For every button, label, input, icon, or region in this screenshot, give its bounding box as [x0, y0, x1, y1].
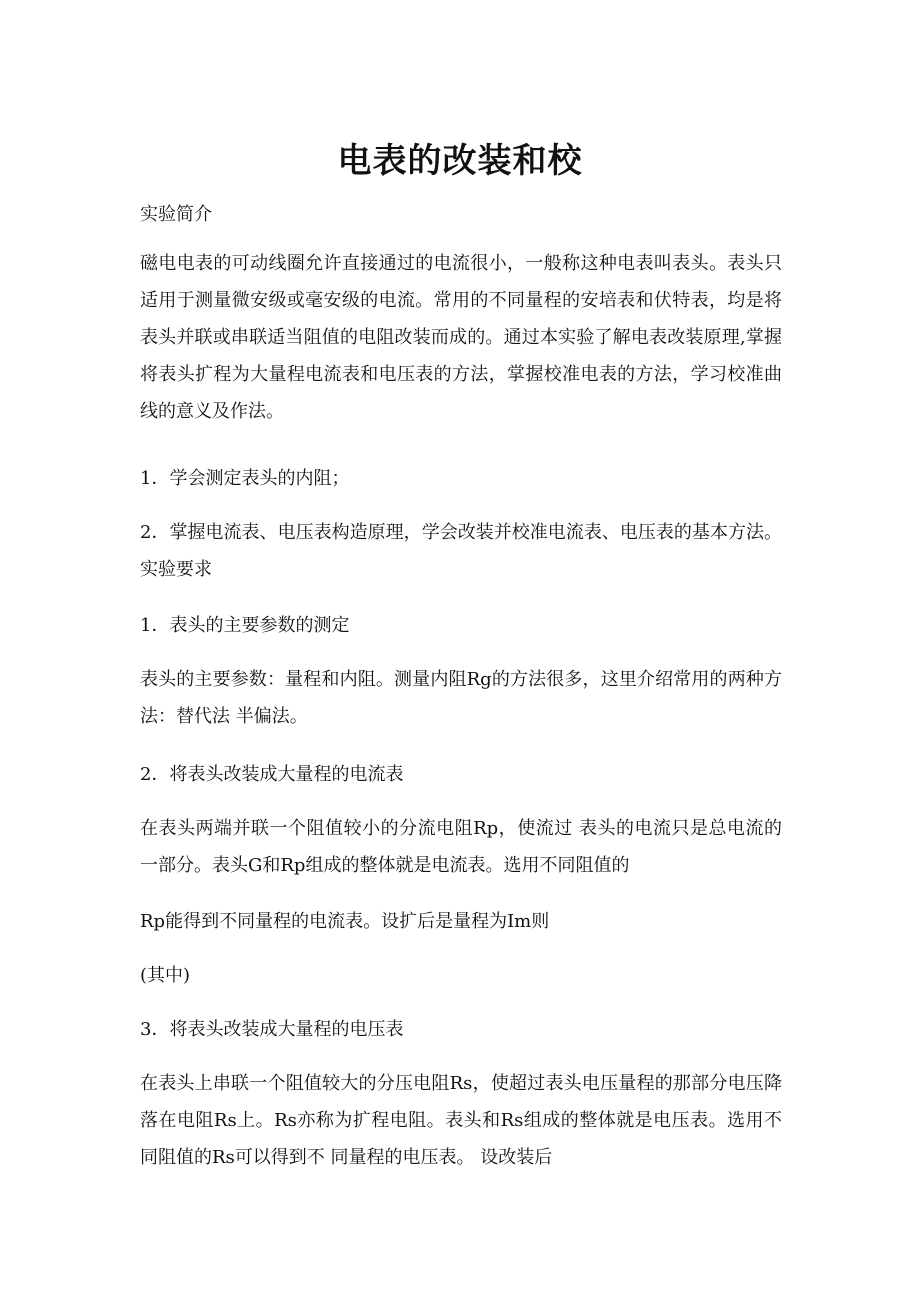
intro-paragraph: 磁电电表的可动线圈允许直接通过的电流很小，一般称这种电表叫表头。表头只适用于测量微安级或毫安级的电流。常用的不同量程的安培表和伏特表，均是将表头并联或串联适当阻值的电阻改装而成的。通过本实验了解电表改装原理,掌握将表头扩程为大量程电流表和电压表的方法，掌握校准电表的方法，学习校准曲线的意义及作法。 [140, 253, 782, 422]
objective-1: 1．学会测定表头的内阻； [140, 468, 350, 489]
section-intro-heading: 实验简介 [140, 204, 212, 225]
document-title: 电表的改装和校 [337, 140, 583, 181]
requirement-2-text-a: 在表头两端并联一个阻值较小的分流电阻Rp，使流过 表头的电流只是总电流的一部分。表头G和Rp组成的整体就是电流表。选用不同阻值的 [140, 818, 782, 876]
requirement-3-text: 在表头上串联一个阻值较大的分压电阻Rs，使超过表头电压量程的那部分电压降落在电阻Rs上。Rs亦称为扩程电阻。表头和Rs组成的整体就是电压表。选用不同阻值的Rs可以得到不 同量程的电压表。 设改装后 [140, 1073, 782, 1168]
requirement-3-heading: 3．将表头改装成大量程的电压表 [140, 1019, 404, 1040]
requirement-2-text-b: Rp能得到不同量程的电流表。设扩后是量程为Im则 [140, 911, 550, 932]
requirement-1-text: 表头的主要参数：量程和内阻。测量内阻Rg的方法很多，这里介绍常用的两种方法：替代法 半偏法。 [140, 669, 782, 727]
requirement-1-heading: 1．表头的主要参数的测定 [140, 615, 350, 636]
requirement-2-heading: 2．将表头改装成大量程的电流表 [140, 764, 404, 785]
objective-2: 2．掌握电流表、电压表构造原理，学会改装并校准电流表、电压表的基本方法。 实验要求 [140, 522, 782, 580]
requirement-2-note: (其中) [140, 965, 191, 986]
